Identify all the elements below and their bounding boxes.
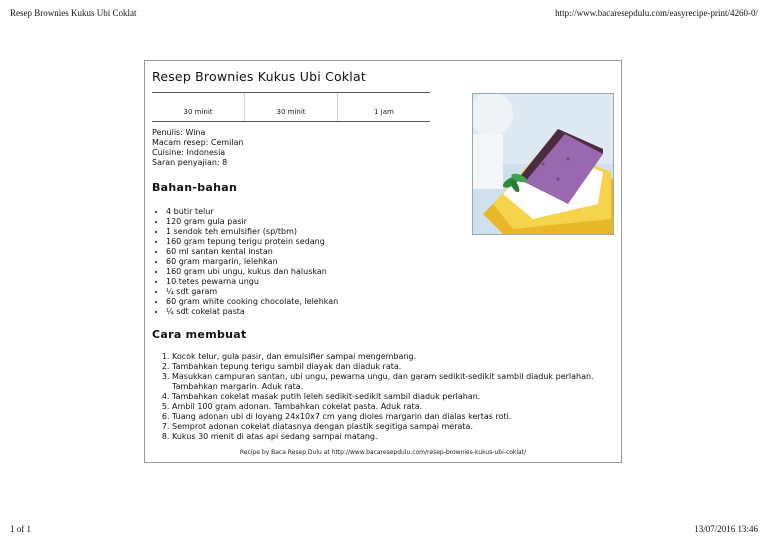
list-item: 2. Tambahkan tepung terigu sambil diayak dan diaduk rata. [172, 362, 622, 372]
list-item: 8. Kukus 30 menit di atas api sedang sampai matang. [172, 432, 622, 442]
steps-list [157, 352, 622, 442]
list-item: • 160 gram tepung terigu protein sedang [166, 237, 338, 247]
total-time [337, 93, 430, 121]
meta-cuisine: Cuisine: Indonesia [152, 148, 226, 157]
print-footer [10, 524, 758, 534]
meta-type: Macam resep: Cemilan [152, 138, 244, 147]
ingredients-list [152, 207, 338, 317]
cook-time-value: 30 minit [276, 108, 306, 116]
list-item: • ¼ sdt garam [166, 287, 338, 297]
cook-time [244, 93, 337, 121]
list-item: • 160 gram ubi ungu, kukus dan haluskan [166, 267, 338, 277]
recipe-credit[interactable]: Recipe by Baca Resep Dulu at http://www.bacaresepdulu.com/resep-brownies-kukus-ubi-coklat/ [239, 449, 527, 456]
prep-time-value: 30 minit [183, 108, 213, 116]
list-item: • 60 ml santan kental instan [166, 247, 338, 257]
list-item: 6. Tuang adonan ubi di loyang 24x10x7 cm yang dioles margarin dan dialas kertas roti. [172, 412, 622, 422]
list-item: • 1 sendok teh emulsifier (sp/tbm) [166, 227, 338, 237]
list-item: • 60 gram white cooking chocolate, lelehkan [166, 297, 338, 307]
list-item: 5. Ambil 100 gram adonan. Tambahkan cokelat pasta. Aduk rata. [172, 402, 622, 412]
meta-author: Penulis: Wina [152, 128, 206, 137]
ingredients-heading: Bahan-bahan [152, 181, 238, 194]
prep-time-label [152, 98, 244, 104]
print-header-title: Resep Brownies Kukus Ubi Coklat [10, 8, 137, 18]
list-item: • 10 tetes pewarna ungu [166, 277, 338, 287]
list-item: • 4 butir telur [166, 207, 338, 217]
print-header [10, 8, 758, 18]
list-item: • 120 gram gula pasir [166, 217, 338, 227]
page-count: 1 of 1 [10, 524, 31, 534]
list-item: • ¼ sdt cokelat pasta [166, 307, 338, 317]
meta-servings: Saran penyajian: 8 [152, 158, 228, 167]
recipe-card [144, 60, 622, 463]
total-time-value: 1 jam [374, 108, 394, 116]
recipe-meta [152, 128, 244, 168]
print-timestamp: 13/07/2016 13:46 [694, 524, 758, 534]
steps-heading: Cara membuat [152, 328, 247, 341]
prep-time [152, 93, 244, 121]
recipe-photo [472, 93, 614, 235]
recipe-title: Resep Brownies Kukus Ubi Coklat [152, 69, 366, 84]
cake-image-icon [473, 94, 613, 234]
list-item: 7. Semprot adonan cokelat diatasnya dengan plastik segitiga sampai merata. [172, 422, 622, 432]
recipe-times [152, 92, 430, 122]
list-item: 3. Masukkan campuran santan, ubi ungu, pewarna ungu, dan garam sedikit-sedikit sambil diaduk perlahan. Tambahkan margarin. Aduk rata. [172, 372, 622, 392]
total-time-label [338, 98, 430, 104]
print-header-url[interactable]: http://www.bacaresepdulu.com/easyrecipe-print/4260-0/ [555, 8, 758, 18]
list-item: 4. Tambahkan cokelat masak putih leleh sedikit-sedikit sambil diaduk perlahan. [172, 392, 622, 402]
list-item: • 60 gram margarin, lelehkan [166, 257, 338, 267]
cook-time-label [245, 98, 337, 104]
list-item: 1. Kocok telur, gula pasir, dan emulsifier sampai mengembang. [172, 352, 622, 362]
